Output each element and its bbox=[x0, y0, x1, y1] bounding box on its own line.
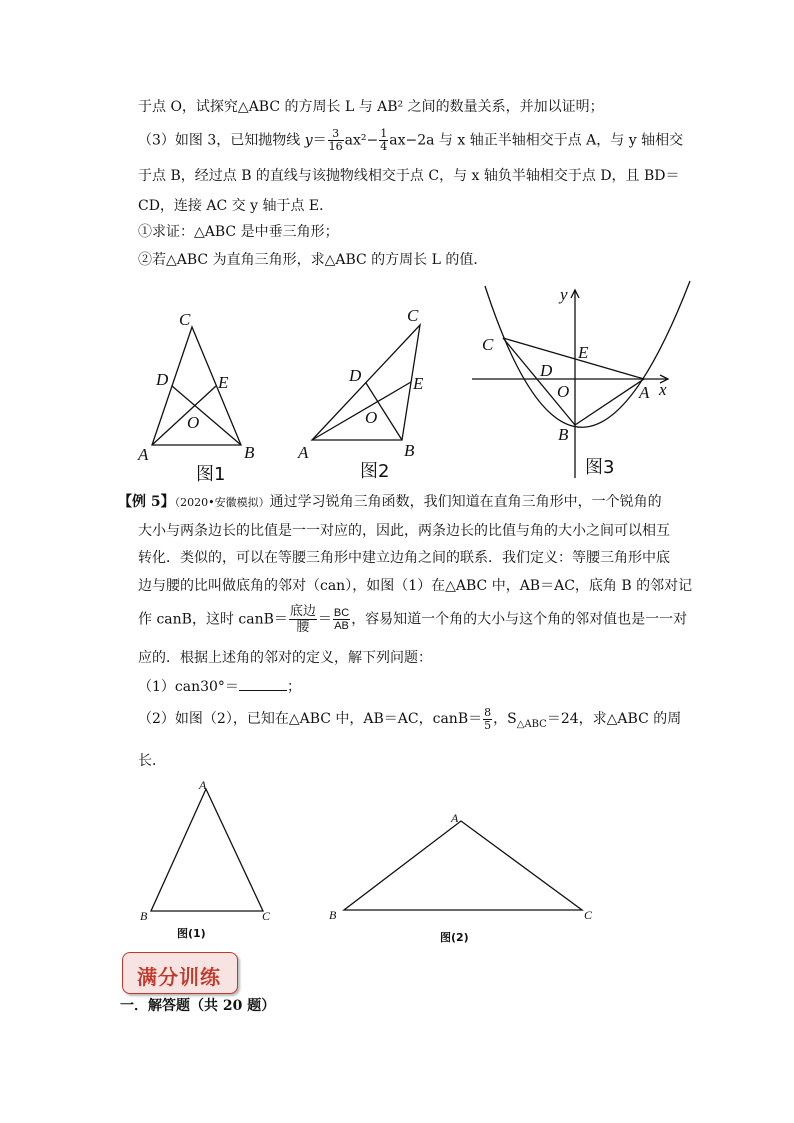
fraction-base-waist: $\frac{\text{底边}}{\text{腰}}$ bbox=[289, 604, 316, 635]
label-A: A bbox=[298, 443, 309, 462]
text-line: 于点 B，经过点 B 的直线与该抛物线相交于点 C，与 x 轴负半轴相交于点 D，且 BD＝ bbox=[138, 168, 680, 184]
label-O: O bbox=[557, 382, 570, 401]
figure-caption: 图3 bbox=[585, 457, 615, 478]
text-line: 大小与两条边长的比值是一一对应的，因此，两条边长的比值与角的大小之间可以相互 bbox=[138, 523, 670, 539]
text-line: 转化．类似的，可以在等腰三角形中建立边角之间的联系．我们定义：等腰三角形中底 bbox=[138, 550, 670, 566]
text-segment: ax²− bbox=[344, 132, 379, 149]
text-segment: ＝24，求△ABC 的周 bbox=[546, 711, 682, 727]
text-segment: ，S bbox=[493, 711, 517, 727]
text-segment: （3）如图 3，已知抛物线 bbox=[138, 132, 305, 149]
label-y: y bbox=[560, 285, 568, 304]
example-tag: 【例 5】 bbox=[118, 494, 175, 510]
figure-caption: 图(2) bbox=[440, 931, 469, 944]
label-O: O bbox=[365, 408, 378, 427]
text-line: 边与腰的比叫做底角的邻对（can），如图（1）在△ABC 中，AB＝AC，底角 B 的邻对记 bbox=[138, 578, 693, 594]
label-B: B bbox=[558, 425, 569, 444]
text-segment: ，容易知道一个角的大小与这个角的邻对值也是一一对 bbox=[351, 611, 688, 628]
badge-label: 满分训练 bbox=[137, 965, 221, 989]
figure-caption: 图2 bbox=[360, 461, 390, 482]
label-E: E bbox=[218, 373, 229, 392]
text-line: 于点 O，试探究△ABC 的方周长 L 与 AB² 之间的数量关系，并加以证明； bbox=[138, 99, 604, 115]
label-x: x bbox=[659, 380, 667, 399]
label-C: C bbox=[262, 909, 271, 923]
text-line: CD，连接 AC 交 y 轴于点 E． bbox=[138, 198, 334, 214]
subscript: △ABC bbox=[516, 718, 547, 730]
label-B: B bbox=[244, 443, 255, 462]
text-segment: ； bbox=[286, 679, 301, 695]
label-A: A bbox=[451, 811, 459, 825]
text-line: ①求证：△ABC 是中垂三角形； bbox=[138, 224, 339, 240]
text-line: 应的．根据上述角的邻对的定义，解下列问题： bbox=[138, 650, 432, 666]
text-segment: ax−2a 与 x 轴正半轴相交于点 A，与 y 轴相交 bbox=[389, 132, 684, 149]
label-A: A bbox=[199, 778, 207, 792]
figure-caption: 图(1) bbox=[177, 927, 206, 940]
label-B: B bbox=[404, 441, 415, 460]
figure-caption: 图1 bbox=[196, 464, 226, 485]
label-D: D bbox=[540, 361, 553, 380]
example-source: （2020•安徽模拟） bbox=[174, 496, 270, 509]
label-D: D bbox=[349, 366, 362, 385]
label-B: B bbox=[140, 909, 148, 923]
text-segment: （2）如图（2），已知在△ABC 中，AB＝AC，canB＝ bbox=[138, 711, 483, 727]
label-E: E bbox=[413, 374, 424, 393]
equals-sign: ＝ bbox=[312, 132, 327, 149]
text-segment: 通过学习锐角三角函数，我们知道在直角三角形中，一个锐角的 bbox=[269, 494, 662, 510]
text-segment: 作 canB，这时 canB＝ bbox=[138, 611, 288, 628]
label-C: C bbox=[407, 306, 419, 325]
fraction-1-4: $\frac{1}{4}$ bbox=[380, 127, 388, 153]
text-line: ②若△ABC 为直角三角形，求△ABC 的方周长 L 的值． bbox=[138, 252, 488, 268]
section-title: 一．解答题（共 20 题） bbox=[120, 998, 276, 1014]
label-O: O bbox=[187, 413, 200, 432]
full-score-training-badge bbox=[122, 952, 238, 994]
label-D: D bbox=[156, 370, 169, 389]
label-A: A bbox=[639, 383, 650, 402]
fraction-3-16: $\frac{3}{16}$ bbox=[328, 127, 343, 153]
label-A: A bbox=[138, 445, 149, 464]
text-line: 长． bbox=[138, 753, 166, 769]
label-B: B bbox=[329, 908, 337, 922]
fraction-8-5: $\frac{8}{5}$ bbox=[484, 705, 492, 732]
var-y: y bbox=[304, 132, 313, 149]
label-C: C bbox=[179, 310, 191, 329]
text-segment: （1）can30°＝ bbox=[138, 679, 239, 695]
equals-sign: ＝ bbox=[317, 611, 332, 628]
fraction-bc-ab: $\frac{BC}{AB}$ bbox=[333, 607, 350, 632]
label-C: C bbox=[482, 335, 494, 354]
label-C: C bbox=[584, 908, 593, 922]
label-E: E bbox=[578, 343, 589, 362]
